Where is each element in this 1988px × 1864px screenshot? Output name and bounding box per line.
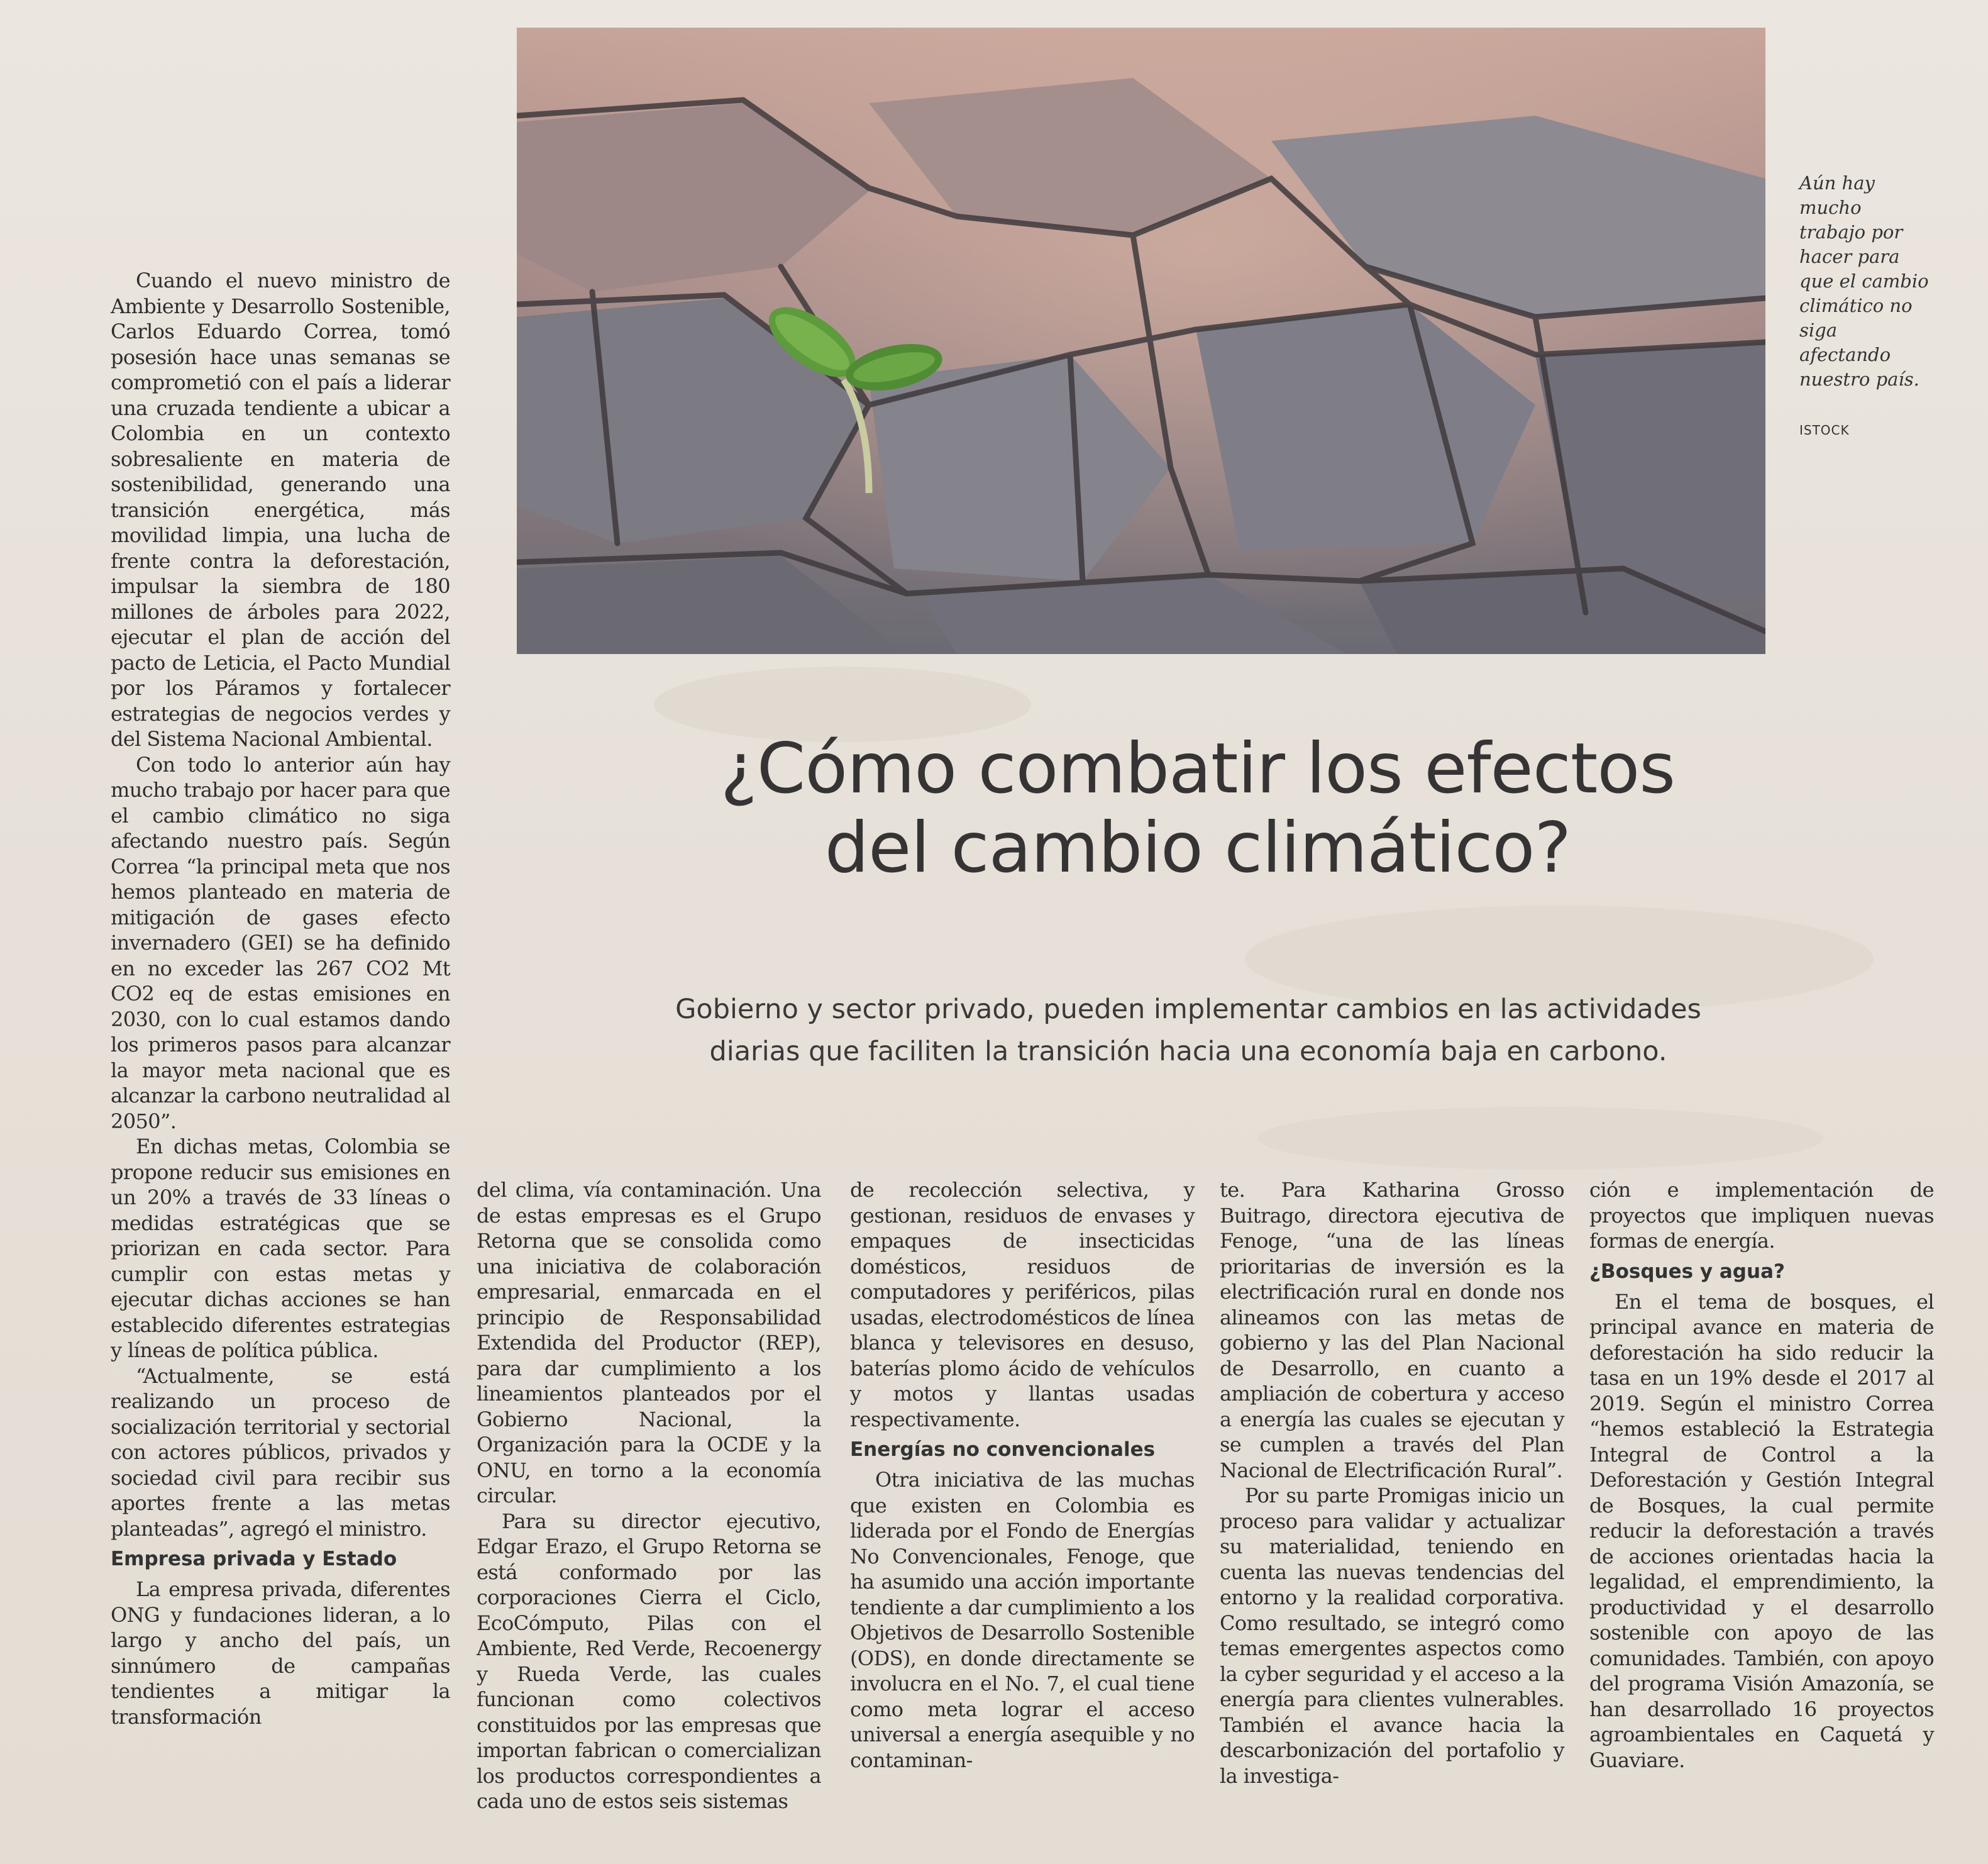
article-photo xyxy=(517,28,1765,654)
paragraph: de recolección selectiva, y gestionan, residuos de envases y empaques de insecticidas domésticos, residuos de computadores y periféricos, pilas usadas, electrodomésticos de línea blanca y televisores en desuso, baterías plomo ácido de vehículos y motos y llantas usadas respectivamente. xyxy=(850,1178,1195,1431)
paragraph: del clima, vía contaminación. Una de estas empresas es el Grupo Retorna que se consolida como una iniciativa de colaboración empresarial, enmarcada en el principio de Responsabilidad Extendida del Productor (REP), para dar cumplimiento a los lineamientos planteados por el Gobierno Nacional, la Organización para la OCDE y la ONU, en torno a la economía circular. xyxy=(477,1178,821,1507)
paragraph: La empresa privada, diferentes ONG y fundaciones lideran, a lo largo y ancho del país, un sinnúmero de campañas tendientes a mitigar la transformación xyxy=(111,1577,450,1729)
paragraph: Otra iniciativa de las muchas que existen en Colombia es liderada por el Fondo de Energías No Convencionales, Fenoge, que ha asumido una acción importante tendiente a dar cumplimiento a los Objetivos de Desarrollo Sostenible (ODS), en donde directamente se involucra en el No. 7, el cual tiene como meta lograr el acceso universal a energía asequible y no contaminan- xyxy=(850,1468,1195,1772)
article-column-4 xyxy=(1220,1177,1564,1789)
paragraph: Para su director ejecutivo, Edgar Erazo, el Grupo Retorna se está conformado por las corporaciones Cierra el Ciclo, EcoCómputo, Pilas con el Ambiente, Red Verde, Recoenergy y Rueda Verde, las cuales funcionan como colectivos constituidos por las empresas que importan fabrican o comercializan los productos correspondientes a cada uno de estos seis sistemas xyxy=(477,1509,821,1813)
paragraph: “Actualmente, se está realizando un proceso de socialización territorial y sectorial con actores públicos, privados y sociedad civil para recibir sus aportes frente a las metas planteadas”, agregó el ministro. xyxy=(111,1363,450,1541)
photo-credit: ISTOCK xyxy=(1799,423,1850,438)
paragraph: te. Para Katharina Grosso Buitrago, directora ejecutiva de Fenoge, “una de las líneas prioritarias de inversión es la electrificación rural en donde nos alineamos con las metas de gobierno y las del Plan Nacional de Desarrollo, en cuanto a ampliación de cobertura y acceso a energía las cuales se ejecutan y se cumplen a través del Plan Nacional de Electrificación Rural”. xyxy=(1220,1178,1564,1482)
headline-line-1: ¿Cómo combatir los efectos xyxy=(720,728,1676,809)
paragraph: Con todo lo anterior aún hay mucho trabajo por hacer para que el cambio climático no siga afectando nuestro país. Según Correa “la principal meta que nos hemos planteado en materia de mitigación de gases efecto invernadero (GEI) se ha definido en no exceder las 267 CO2 Mt CO2 eq de estas emisiones en 2030, con lo cual estamos dando los primeros pasos para alcanzar la mayor meta nacional que es alcanzar la carbono neutralidad al 2050”. xyxy=(111,752,450,1133)
paragraph: Cuando el nuevo ministro de Ambiente y Desarrollo Sostenible, Carlos Eduardo Correa, tomó posesión hace unas semanas se comprometió con el país a liderar una cruzada tendiente a ubicar a Colombia en un contexto sobresaliente en materia de sostenibilidad, generando una transición energética, más movilidad limpia, una lucha de frente contra la deforestación, impulsar la siembra de 180 millones de árboles para 2022, ejecutar el plan de acción del pacto de Leticia, el Pacto Mundial por los Páramos y fortalecer estrategias de negocios verdes y del Sistema Nacional Ambiental. xyxy=(111,269,450,751)
bleed-through-mark xyxy=(1257,1107,1823,1170)
subtitle xyxy=(503,989,1874,1073)
photo-caption: Aún hay mucho trabajo por hacer para que el cambio climático no siga afectando nuestro país. xyxy=(1799,172,1929,390)
section-heading: Empresa privada y Estado xyxy=(111,1548,397,1570)
section-heading: Energías no convencionales xyxy=(850,1438,1156,1461)
article-column-3 xyxy=(850,1177,1195,1773)
headline xyxy=(522,730,1874,888)
subtitle-line-2: diarias que faciliten la transición hacia una economía baja en carbono. xyxy=(709,1036,1667,1067)
cracked-earth-seedling-image xyxy=(517,28,1765,654)
subtitle-line-1: Gobierno y sector privado, pueden implementar cambios en las actividades xyxy=(675,994,1701,1025)
paragraph: Por su parte Promigas inicio un proceso para validar y actualizar su materialidad, teniendo en cuenta las nuevas tendencias del entorno y la realidad corporativa. Como resultado, se integró como temas emergentes aspectos como la cyber seguridad y el acceso a la energía para clientes vulnerables. También el avance hacia la descarbonización del portafolio y la investiga- xyxy=(1220,1484,1564,1788)
section-heading: ¿Bosques y agua? xyxy=(1589,1260,1785,1283)
paragraph: En dichas metas, Colombia se propone reducir sus emisiones en un 20% a través de 33 líneas o medidas estratégicas que se priorizan en cada sector. Para cumplir con estas metas y ejecutar dichas acciones se han establecido diferentes estrategias y líneas de política pública. xyxy=(111,1134,450,1362)
article-column-2 xyxy=(477,1177,821,1814)
headline-line-2: del cambio climático? xyxy=(824,807,1571,889)
paragraph: ción e implementación de proyectos que impliquen nuevas formas de energía. xyxy=(1589,1178,1934,1253)
paragraph: En el tema de bosques, el principal avance en materia de deforestación ha sido reducir la tasa en un 19% desde el 2017 al 2019. Según el ministro Correa “hemos estableció la Estrategia Integral de Control a la Deforestación y Gestión Integral de Bosques, la cual permite reducir la deforestación a través de acciones orientadas hacia la legalidad, el emprendimiento, la productividad y el desarrollo sostenible con apoyo de las comunidades. También, con apoyo del programa Visión Amazonía, se han desarrollado 16 proyectos agroambientales en Caquetá y Guaviare. xyxy=(1589,1289,1934,1772)
article-column-1 xyxy=(111,268,450,1729)
article-column-5 xyxy=(1589,1177,1934,1773)
